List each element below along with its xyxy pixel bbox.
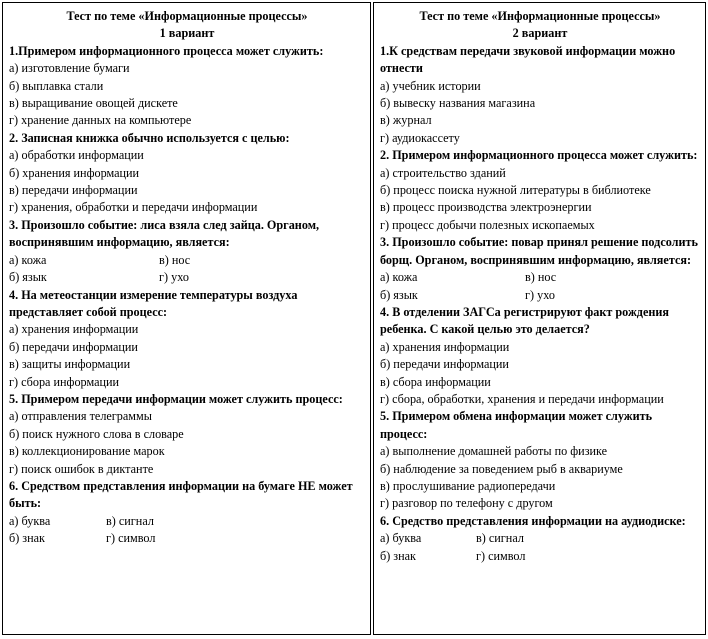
answer-option: а) хранения информации <box>9 322 139 337</box>
answer-option: а) учебник истории <box>380 78 481 93</box>
answer-option: а) изготовление бумаги <box>9 61 130 76</box>
answer-option: в) нос <box>159 252 191 267</box>
answer-option: б) язык <box>380 287 418 302</box>
question-4 <box>9 287 365 391</box>
answer-option: а) буква <box>9 513 51 528</box>
answer-option: г) ухо <box>159 270 189 285</box>
answer-option: а) кожа <box>380 270 418 285</box>
answer-option: в) сигнал <box>476 531 524 546</box>
answer-option: в) сбора информации <box>380 374 491 389</box>
answer-option: в) передачи информации <box>9 183 138 198</box>
answer-option: г) сбора информации <box>9 374 120 389</box>
question-text: 6. Средством представления информации на бумаге НЕ может быть: <box>9 478 353 511</box>
answer-option: в) нос <box>525 270 557 285</box>
answer-row <box>9 530 365 547</box>
variant-1-column <box>2 2 371 635</box>
answer-option: б) выплавка стали <box>9 78 104 93</box>
question-text: 1.Примером информационного процесса может служить: <box>9 43 324 58</box>
answer-option: б) наблюдение за поведением рыб в аквариуме <box>380 461 623 476</box>
question-4 <box>380 304 700 408</box>
answer-option: в) коллекционирование марок <box>9 444 165 459</box>
answer-option: а) хранения информации <box>380 339 510 354</box>
answer-option: б) хранения информации <box>9 165 140 180</box>
question-5 <box>9 391 365 478</box>
answer-option: г) символ <box>476 548 526 563</box>
answer-option: г) ухо <box>525 287 555 302</box>
answer-option: б) язык <box>9 270 47 285</box>
answer-option: в) сигнал <box>106 513 154 528</box>
answer-option: в) выращивание овощей дискете <box>9 96 178 111</box>
question-3 <box>380 234 700 304</box>
question-3 <box>9 217 365 287</box>
answer-option: в) журнал <box>380 113 432 128</box>
question-text: 4. В отделении ЗАГСа регистрируют факт рождения ребенка. С какой целью это делается? <box>380 304 670 337</box>
answer-option: а) буква <box>380 531 422 546</box>
answer-option: г) символ <box>106 531 156 546</box>
variant-label: 1 вариант <box>159 26 215 41</box>
variant-label: 2 вариант <box>512 26 568 41</box>
answer-option: в) защиты информации <box>9 357 131 372</box>
answer-option: б) процесс поиска нужной литературы в библиотеке <box>380 183 651 198</box>
question-5 <box>380 408 700 512</box>
variant-2-column <box>373 2 706 635</box>
question-text: 1.К средствам передачи звуковой информации можно отнести <box>380 43 676 76</box>
answer-option: а) отправления телеграммы <box>9 409 152 424</box>
answer-option: б) поиск нужного слова в словаре <box>9 426 184 441</box>
question-text: 3. Произошло событие: повар принял решение подсолить борщ. Органом, воспринявшим информацию, является: <box>380 235 698 267</box>
question-text: 4. На метеостанции измерение температуры воздуха представляет собой процесс: <box>9 287 298 319</box>
answer-option: в) процесс производства электроэнергии <box>380 200 592 215</box>
answer-option: г) процесс добычи полезных ископаемых <box>380 217 595 232</box>
question-text: 2. Записная книжка обычно используется с целью: <box>9 130 290 145</box>
test-title: Тест по теме «Информационные процессы» <box>66 9 308 23</box>
answer-option: г) поиск ошибок в диктанте <box>9 461 154 476</box>
answer-option: г) разговор по телефону с другом <box>380 496 553 511</box>
question-2 <box>9 130 365 217</box>
answer-row <box>380 269 700 286</box>
answer-option: б) передачи информации <box>9 339 138 354</box>
answer-option: б) знак <box>380 548 416 563</box>
answer-option: а) строительство зданий <box>380 165 506 180</box>
answer-option: б) знак <box>9 531 45 546</box>
test-title: Тест по теме «Информационные процессы» <box>419 9 661 23</box>
question-text: 5. Примером обмена информации может служить процесс: <box>380 409 653 441</box>
answer-option: а) кожа <box>9 252 47 267</box>
answer-option: в) прослушивание радиопередачи <box>380 478 556 493</box>
question-1 <box>9 43 365 130</box>
answer-option: б) передачи информации <box>380 357 509 372</box>
answer-row <box>9 252 365 269</box>
question-text: 3. Произошло событие: лиса взяла след зайца. Органом, воспринявшим информацию, является: <box>9 217 320 250</box>
answer-row <box>380 530 700 547</box>
answer-option: б) вывеску названия магазина <box>380 96 536 111</box>
question-6 <box>9 478 365 548</box>
answer-option: а) обработки информации <box>9 148 144 163</box>
answer-row <box>380 548 700 565</box>
answer-option: г) хранение данных на компьютере <box>9 113 192 128</box>
question-text: 2. Примером информационного процесса может служить: <box>380 148 698 163</box>
question-2 <box>380 147 700 234</box>
answer-option: г) хранения, обработки и передачи информации <box>9 200 258 215</box>
answer-option: г) сбора, обработки, хранения и передачи информации <box>380 391 664 406</box>
answer-row <box>9 513 365 530</box>
question-6 <box>380 513 700 565</box>
question-text: 5. Примером передачи информации может служить процесс: <box>9 391 343 406</box>
answer-option: г) аудиокассету <box>380 130 460 145</box>
answer-row <box>380 287 700 304</box>
answer-row <box>9 269 365 286</box>
question-text: 6. Средство представления информации на аудиодиске: <box>380 513 686 528</box>
question-1 <box>380 43 700 147</box>
answer-option: а) выполнение домашней работы по физике <box>380 444 608 459</box>
